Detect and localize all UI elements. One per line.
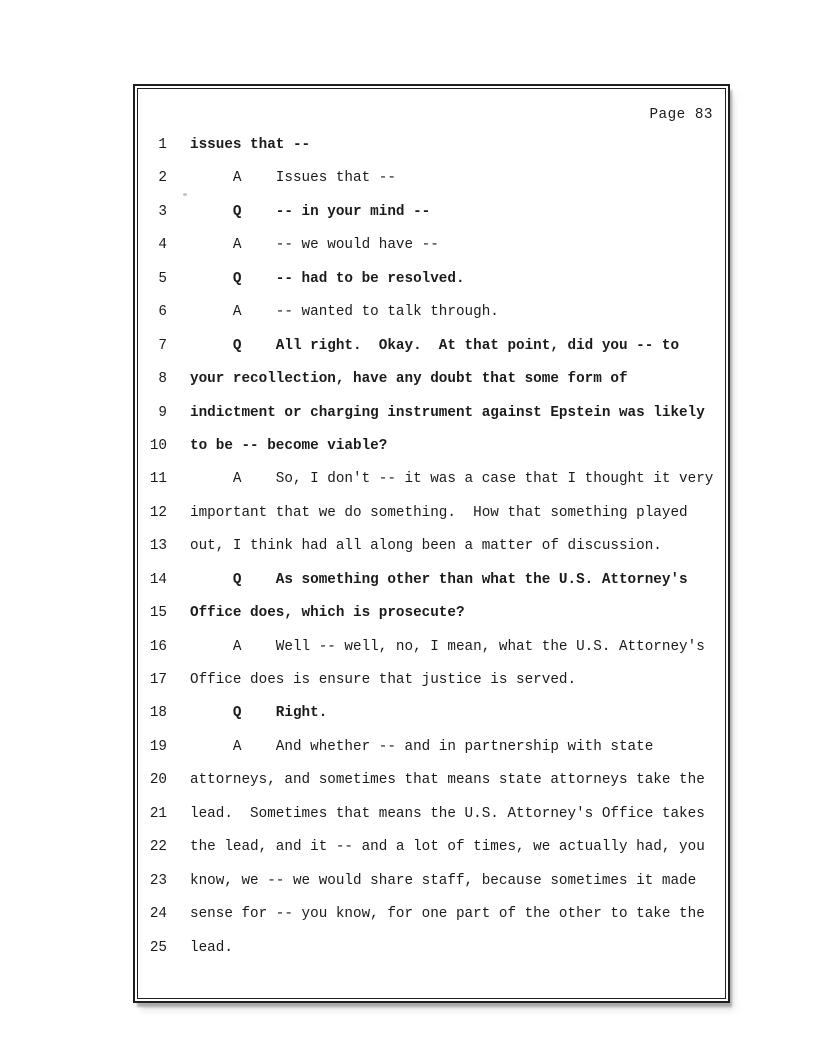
line-text: Q All right. Okay. At that point, did you -- to [190, 337, 680, 354]
line-number: 3 [158, 203, 167, 220]
line-text: out, I think had all along been a matter of discussion. [190, 538, 662, 555]
line-number: 8 [158, 371, 167, 388]
transcript-line [138, 338, 725, 371]
transcript-line [138, 204, 725, 237]
line-text: sense for -- you know, for one part of the other to take the [190, 906, 705, 923]
line-text: lead. [190, 939, 233, 956]
line-number: 21 [149, 805, 167, 822]
line-number: 16 [149, 638, 167, 655]
line-text: lead. Sometimes that means the U.S. Attorney's Office takes [190, 805, 705, 822]
line-number: 9 [158, 404, 167, 421]
line-number: 2 [158, 170, 167, 187]
line-number: 18 [149, 705, 167, 722]
transcript-line [138, 471, 725, 504]
line-text: issues that -- [190, 137, 311, 153]
transcript-line [138, 705, 725, 738]
transcript-line [138, 839, 725, 872]
line-number: 5 [158, 270, 167, 287]
line-text: Office does, which is prosecute? [190, 605, 465, 622]
line-text: indictment or charging instrument against Epstein was likely [190, 404, 705, 421]
transcript-line [138, 371, 725, 404]
transcript-line [138, 271, 725, 304]
line-text: A -- wanted to talk through. [190, 304, 499, 321]
transcript-sheet-border [133, 84, 730, 1003]
line-text: Q Right. [190, 705, 328, 722]
transcript-line [138, 538, 725, 571]
line-number: 10 [149, 437, 167, 454]
line-text: Q -- had to be resolved. [190, 270, 465, 287]
line-text: A -- we would have -- [190, 237, 439, 254]
line-text: attorneys, and sometimes that means state attorneys take the [190, 772, 705, 789]
transcript-line [138, 572, 725, 605]
line-text: the lead, and it -- and a lot of times, we actually had, you [190, 839, 705, 856]
transcript-line [138, 170, 725, 203]
line-number: 22 [149, 839, 167, 856]
page-number: Page 83 [649, 107, 713, 123]
line-text: A And whether -- and in partnership with state [190, 738, 654, 755]
line-number: 20 [149, 772, 167, 789]
line-number: 1 [158, 137, 167, 153]
line-text: Office does is ensure that justice is served. [190, 672, 577, 688]
line-text: A Well -- well, no, I mean, what the U.S. Attorney's [190, 638, 705, 655]
line-number: 13 [149, 538, 167, 555]
transcript-line [138, 304, 725, 337]
line-number: 6 [158, 304, 167, 321]
transcript-line [138, 940, 725, 973]
transcript-line [138, 505, 725, 538]
transcript-line [138, 672, 725, 705]
line-number: 15 [149, 605, 167, 622]
transcript-line [138, 806, 725, 839]
line-text: Q As something other than what the U.S. Attorney's [190, 571, 688, 588]
transcript-line [138, 873, 725, 906]
transcript-line [138, 906, 725, 939]
line-text: important that we do something. How that something played [190, 504, 688, 521]
transcript-line [138, 137, 725, 170]
transcript-line [138, 772, 725, 805]
line-number: 17 [149, 672, 167, 688]
line-number: 23 [149, 872, 167, 889]
transcript-line [138, 739, 725, 772]
transcript-lines [138, 137, 725, 973]
line-number: 19 [149, 738, 167, 755]
line-number: 11 [149, 471, 167, 488]
transcript-line [138, 639, 725, 672]
line-number: 4 [158, 237, 167, 254]
transcript-line [138, 237, 725, 270]
line-text: Q -- in your mind -- [190, 203, 431, 220]
line-number: 12 [149, 504, 167, 521]
transcript-sheet-inner-border [137, 88, 726, 999]
line-number: 7 [158, 337, 167, 354]
line-text: A So, I don't -- it was a case that I thought it very [190, 471, 714, 488]
transcript-line [138, 438, 725, 471]
line-text: your recollection, have any doubt that some form of [190, 371, 628, 388]
transcript-line [138, 605, 725, 638]
line-text: know, we -- we would share staff, because sometimes it made [190, 872, 697, 889]
line-number: 25 [149, 939, 167, 956]
line-number: 14 [149, 571, 167, 588]
line-number: 24 [149, 906, 167, 923]
line-text: A Issues that -- [190, 170, 396, 187]
transcript-line [138, 405, 725, 438]
line-text: to be -- become viable? [190, 437, 388, 454]
